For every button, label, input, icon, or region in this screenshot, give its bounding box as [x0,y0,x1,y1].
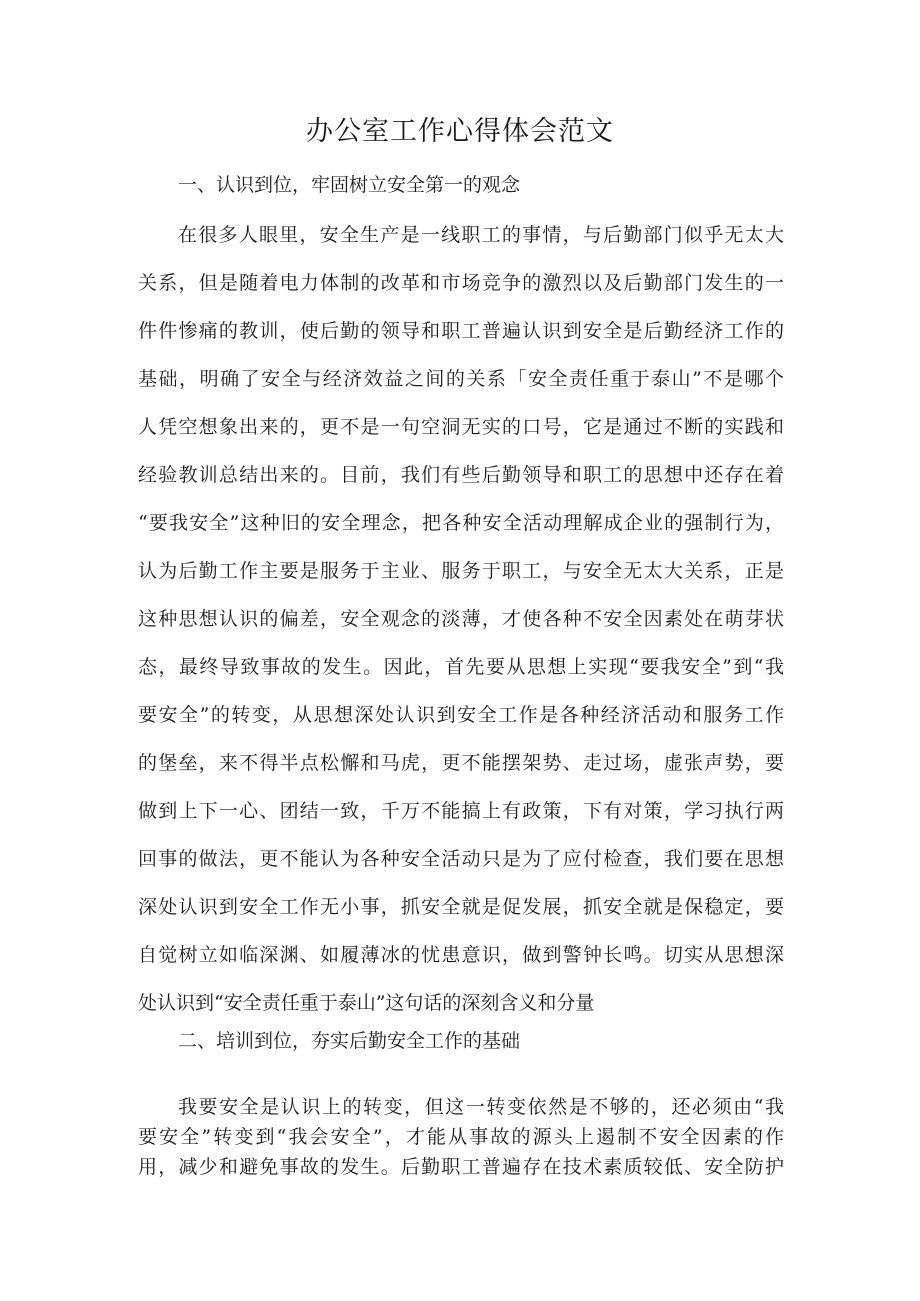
paragraph-line: 回事的做法，更不能认为各种安全活动只是为了应付检查，我们要在思想 [138,848,784,870]
paragraph-line: 深处认识到安全工作无小事，抓安全就是促发展，抓安全就是保稳定，要 [138,896,784,918]
paragraph-line: 的堡垒，来不得半点松懈和马虎，更不能摆架势、走过场，虚张声势，要 [138,752,784,774]
paragraph-line: 人凭空想象出来的，更不是一句空洞无实的口号，它是通过不断的实践和 [138,416,784,438]
paragraph-line: 件件惨痛的教训，使后勤的领导和职工普遍认识到安全是后勤经济工作的 [138,320,784,342]
section-heading-2: 二、培训到位，夯实后勤安全工作的基础 [178,1030,521,1052]
paragraph-line: 要安全”转变到“我会安全”，才能从事故的源头上遏制不安全因素的作 [138,1126,784,1148]
paragraph-line: 认为后勤工作主要是服务于主业、服务于职工，与安全无太大关系，正是 [138,560,784,582]
document-title: 办公室工作心得体会范文 [306,116,614,147]
paragraph-line: “要我安全”这种旧的安全理念，把各种安全活动理解成企业的强制行为， [138,512,784,534]
paragraph-line: 在很多人眼里，安全生产是一线职工的事情，与后勤部门似乎无太大 [178,224,784,246]
paragraph-line: 自觉树立如临深渊、如履薄冰的忧患意识，做到警钟长鸣。切实从思想深 [138,944,784,966]
paragraph-line: 这种思想认识的偏差，安全观念的淡薄，才使各种不安全因素处在萌芽状 [138,608,784,630]
paragraph-line: 我要安全是认识上的转变，但这一转变依然是不够的，还必须由“我 [178,1096,784,1118]
paragraph-line: 经验教训总结出来的。目前，我们有些后勤领导和职工的思想中还存在着 [138,464,784,486]
paragraph-line: 基础，明确了安全与经济效益之间的关系「安全责任重于泰山”不是哪个 [138,368,784,390]
paragraph-line: 关系，但是随着电力体制的改革和市场竞争的激烈以及后勤部门发生的一 [138,272,784,294]
paragraph-line: 要安全”的转变，从思想深处认识到安全工作是各种经济活动和服务工作 [138,704,784,726]
paragraph-line: 态，最终导致事故的发生。因此，首先要从思想上实现“要我安全”到“我 [138,656,784,678]
paragraph-line: 做到上下一心、团结一致，千万不能搞上有政策，下有对策，学习执行两 [138,800,784,822]
paragraph-line: 用，减少和避免事故的发生。后勤职工普遍存在技术素质较低、安全防护 [138,1156,784,1178]
section-heading-1: 一、认识到位，牢固树立安全第一的观念 [178,174,521,196]
paragraph-line: 处认识到“安全责任重于泰山”这句话的深刻含义和分量 [138,992,595,1014]
